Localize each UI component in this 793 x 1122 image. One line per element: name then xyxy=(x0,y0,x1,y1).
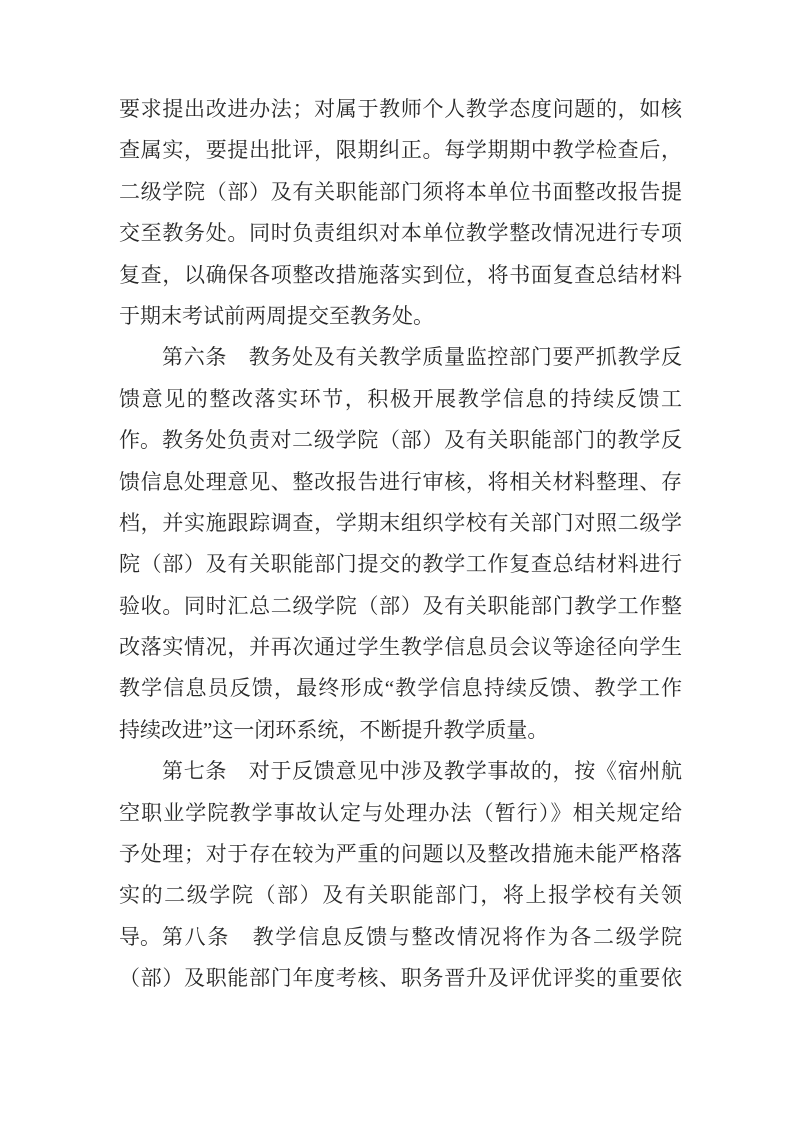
text-line: 改落实情况，并再次通过学生教学信息员会议等途径向学生 xyxy=(119,635,682,660)
text-line: 实的二级学院（部）及有关职能部门，将上报学校有关领导。 xyxy=(119,883,682,949)
text-line: 院（部）及有关职能部门提交的教学工作复查总结材料进行 xyxy=(119,552,682,577)
text-line: 交至教务处。同时负责组织对本单位教学整改情况进行专项 xyxy=(119,221,682,246)
text-line: 空职业学院教学事故认定与处理办法（暂行）》相关规定给 xyxy=(119,800,682,825)
text-line: 持续改进”这一闭环系统，不断提升教学质量。 xyxy=(119,717,549,742)
text-line: 于期末考试前两周提交至教务处。 xyxy=(119,303,434,328)
text-line: 第六条 教务处及有关教学质量监控部门要严抓教学反 xyxy=(162,345,682,370)
text-line: 二级学院（部）及有关职能部门须将本单位书面整改报告提 xyxy=(119,179,682,204)
text-line: 要求提出改进办法；对属于教师个人教学态度问题的，如核 xyxy=(119,97,682,121)
text-line: 验收。同时汇总二级学院（部）及有关职能部门教学工作整 xyxy=(119,593,682,618)
paragraph-article-8 xyxy=(119,917,682,1000)
paragraph-continuation xyxy=(119,89,682,337)
text-line: 第八条 教学信息反馈与整改情况将作为各二级学院 xyxy=(162,924,682,949)
text-line: 查属实，要提出批评，限期纠正。每学期期中教学检查后， xyxy=(119,138,682,163)
text-line: 复查，以确保各项整改措施落实到位，将书面复查总结材料 xyxy=(119,262,682,287)
text-line: 馈意见的整改落实环节，积极开展教学信息的持续反馈工作。 xyxy=(119,386,682,453)
text-line: 档，并实施跟踪调查，学期末组织学校有关部门对照二级学 xyxy=(119,510,682,535)
text-line: 教学信息员反馈，最终形成“教学信息持续反馈、教学工作 xyxy=(119,676,682,701)
text-line: 予处理；对于存在较为严重的问题以及整改措施未能严格落 xyxy=(119,842,682,867)
paragraph-article-6-detail xyxy=(119,420,682,751)
text-line: 教务处负责对二级学院（部）及有关职能部门的教学反 xyxy=(162,428,682,453)
text-line: 第七条 对于反馈意见中涉及教学事故的，按《宿州航 xyxy=(162,759,682,784)
text-line: 馈信息处理意见、整改报告进行审核，将相关材料整理、存 xyxy=(119,469,682,494)
text-line: （部）及职能部门年度考核、职务晋升及评优评奖的重要依 xyxy=(119,966,682,991)
page-text-content xyxy=(119,89,682,1000)
